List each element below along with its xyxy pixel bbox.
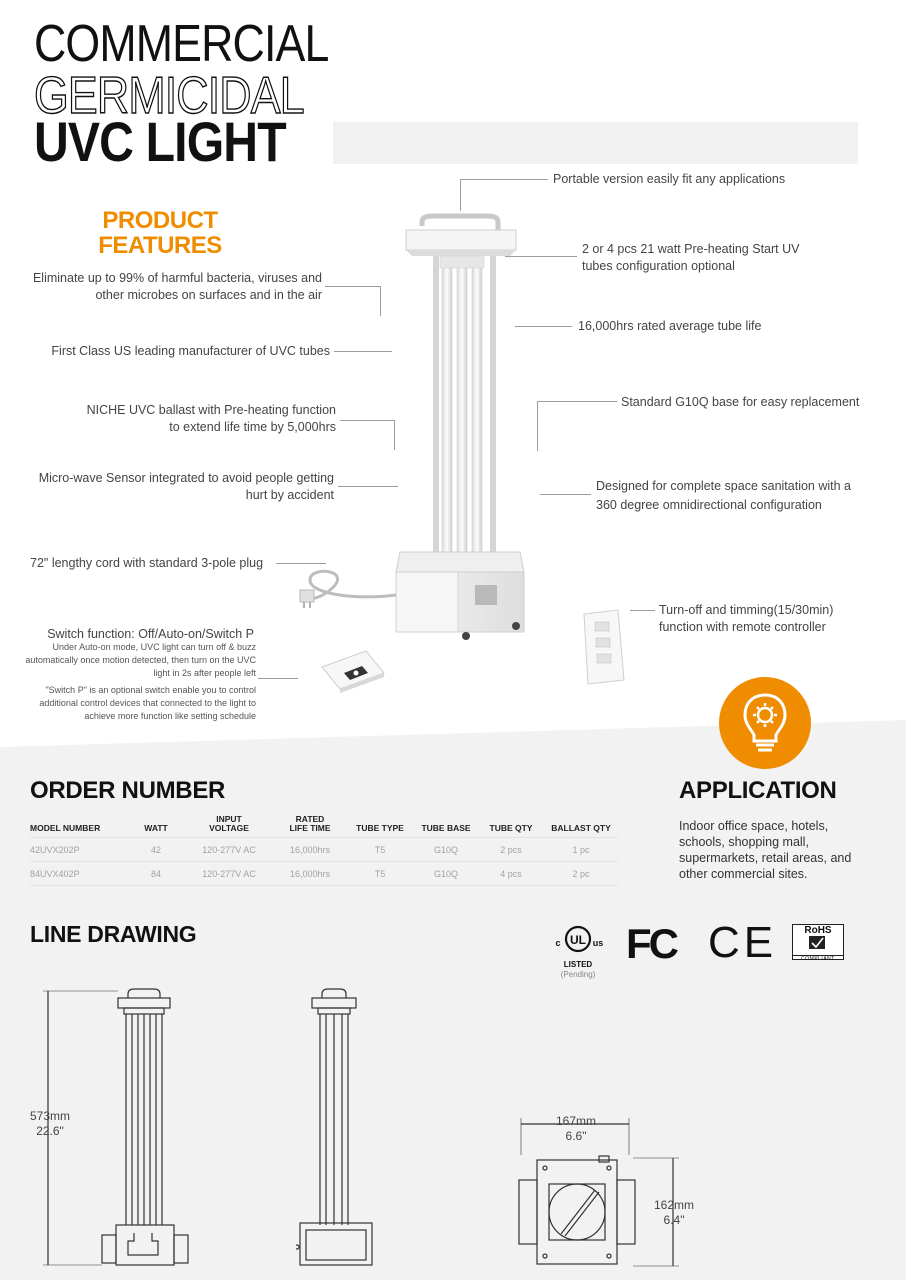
cell-model: 84UVX402P: [30, 862, 128, 886]
ul-listed-label: LISTED: [563, 960, 593, 969]
cell-ballast-qty: 2 pc: [544, 862, 618, 886]
rohs-logo: [792, 924, 844, 960]
feature-sensor: Micro-wave Sensor integrated to avoid people getting hurt by accident: [38, 471, 334, 502]
feature-cord: 72" lengthy cord with standard 3-pole plug: [30, 556, 264, 570]
col-model: MODEL NUMBER: [30, 823, 101, 833]
cell-tube-qty: 2 pcs: [478, 838, 544, 862]
col-voltage: INPUT VOLTAGE: [209, 814, 249, 833]
cell-voltage: 120-277V AC: [184, 862, 274, 886]
title-line-germicidal: GERMICIDAL: [34, 67, 304, 125]
rohs-check-icon: [793, 936, 842, 950]
fc-logo: FC: [626, 920, 676, 967]
product-features-title-1: PRODUCT: [102, 207, 218, 234]
rohs-label: RoHS: [804, 925, 832, 936]
ul-mark-icon: [550, 925, 606, 955]
depth-in-label: 6.4": [663, 1213, 685, 1227]
cell-watt: 42: [128, 838, 184, 862]
svg-text:UL: UL: [570, 933, 586, 947]
ul-pending-label: (Pending): [560, 970, 596, 979]
feature-360-sanitation: Designed for complete space sanitation with a 360 degree omnidirectional configuration: [596, 479, 852, 512]
order-number-title: ORDER NUMBER: [30, 777, 226, 804]
feature-remote: Turn-off and timming(15/30min) function with remote controller: [659, 603, 834, 634]
remote-controller-image: [578, 608, 628, 688]
cell-tube-base: G10Q: [414, 838, 478, 862]
feature-switch-desc-2: "Switch P" is an optional switch enable you to control additional control devices that connected to the light to achieve more function like setting schedule: [39, 685, 256, 721]
line-drawing-title: LINE DRAWING: [30, 921, 197, 947]
cell-tube-type: T5: [346, 862, 414, 886]
col-ballast-qty: BALLAST QTY: [551, 823, 611, 833]
feature-ballast: NICHE UVC ballast with Pre-heating function to extend life time by 5,000hrs: [86, 403, 336, 434]
feature-g10q-base: Standard G10Q base for easy replacement: [621, 395, 860, 409]
feature-manufacturer: First Class US leading manufacturer of UVC tubes: [51, 344, 330, 358]
width-mm-label: 167mm: [555, 1114, 596, 1128]
depth-mm-label: 162mm: [653, 1198, 694, 1212]
width-in-label: 6.6": [565, 1129, 587, 1143]
title-line-commercial: COMMERCIAL: [34, 15, 329, 73]
cell-voltage: 120-277V AC: [184, 838, 274, 862]
cell-life: 16,000hrs: [274, 838, 346, 862]
cell-ballast-qty: 1 pc: [544, 838, 618, 862]
ce-logo: CE: [708, 918, 778, 967]
feature-tubes-config: 2 or 4 pcs 21 watt Pre-heating Start UV tubes configuration optional: [582, 242, 800, 273]
product-features-title-2: FEATURES: [98, 232, 222, 259]
feature-eliminate: Eliminate up to 99% of harmful bacteria, viruses and other microbes on surfaces and in the air: [32, 271, 322, 302]
application-bulb-badge: [719, 677, 811, 769]
order-table-header: [30, 815, 618, 838]
order-table: [30, 815, 618, 886]
cell-watt: 84: [128, 862, 184, 886]
cell-tube-base: G10Q: [414, 862, 478, 886]
svg-text:us: us: [592, 938, 604, 948]
line-drawing-side-view: [296, 985, 386, 1270]
feature-portable: Portable version easily fit any applications: [553, 172, 786, 186]
table-row: [30, 838, 618, 862]
col-tube-qty: TUBE QTY: [489, 823, 533, 833]
col-life: RATED LIFE TIME: [289, 814, 331, 833]
title-bar: [333, 122, 858, 164]
feature-switch-desc-1: Under Auto-on mode, UVC light can turn off & buzz automatically once motion detected, then turn on the UVC light in 2s after people left: [25, 642, 256, 678]
table-row: [30, 862, 618, 886]
svg-text:c: c: [555, 938, 561, 948]
cell-tube-qty: 4 pcs: [478, 862, 544, 886]
cell-tube-type: T5: [346, 838, 414, 862]
switch-box-image: [318, 645, 388, 695]
light-bulb-icon: [719, 677, 811, 769]
application-title: APPLICATION: [679, 777, 837, 804]
feature-tube-life: 16,000hrs rated average tube life: [578, 319, 762, 333]
col-watt: WATT: [144, 823, 168, 833]
height-mm-label: 573mm: [29, 1109, 70, 1123]
col-tube-type: TUBE TYPE: [356, 823, 404, 833]
col-tube-base: TUBE BASE: [421, 823, 471, 833]
cell-life: 16,000hrs: [274, 862, 346, 886]
rohs-compliant-label: COMPLIANT: [793, 955, 843, 962]
feature-switch-title: Switch function: Off/Auto-on/Switch P: [47, 627, 254, 641]
height-in-label: 22.6": [36, 1124, 64, 1138]
cell-model: 42UVX202P: [30, 838, 128, 862]
application-text: Indoor office space, hotels, schools, shopping mall, supermarkets, retail areas, and other commercial sites.: [679, 819, 852, 881]
ul-listed-logo: [550, 925, 606, 977]
title-line-uvc-light: UVC LIGHT: [34, 110, 286, 173]
